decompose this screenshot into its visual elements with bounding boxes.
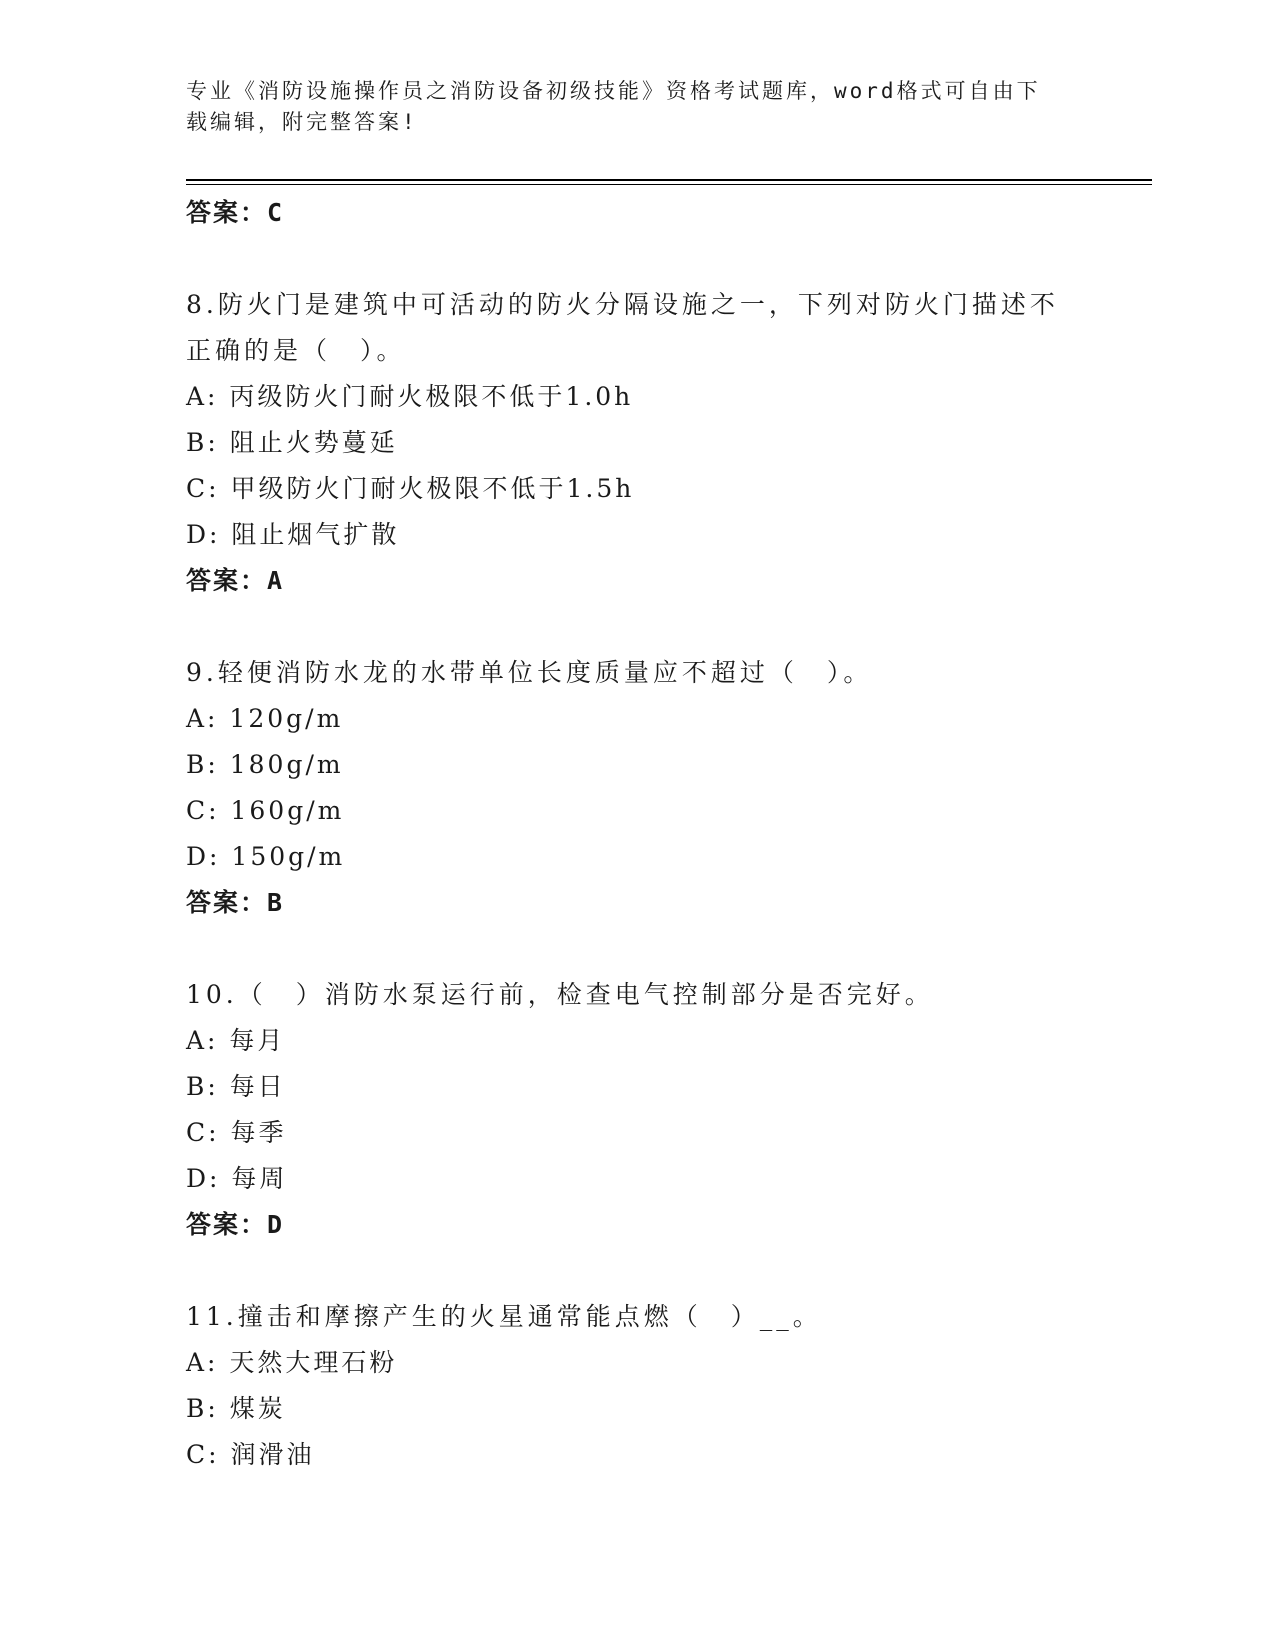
header-divider-thin bbox=[186, 184, 1152, 185]
block-gap bbox=[186, 604, 1116, 650]
option-item: C: 甲级防火门耐火极限不低于1.5h bbox=[186, 474, 635, 503]
question-text: 9.轻便消防水龙的水带单位长度质量应不超过（ ）。 bbox=[186, 658, 873, 687]
option-item: D: 阻止烟气扩散 bbox=[186, 520, 400, 549]
header-divider-thick bbox=[186, 179, 1152, 181]
option-item: D: 每周 bbox=[186, 1164, 288, 1193]
question-text: 10.（ ）消防水泵运行前，检查电气控制部分是否完好。 bbox=[186, 980, 934, 1009]
option-item: A: 120g/m bbox=[186, 704, 344, 733]
option-item: B: 每日 bbox=[186, 1072, 286, 1101]
document-header bbox=[186, 76, 1086, 138]
option-item: A: 每月 bbox=[186, 1026, 286, 1055]
header-line-1: 专业《消防设施操作员之消防设备初级技能》资格考试题库，word格式可自由下 bbox=[186, 79, 1041, 103]
option-item: B: 阻止火势蔓延 bbox=[186, 428, 398, 457]
option-item: A: 天然大理石粉 bbox=[186, 1348, 398, 1377]
option-item: B: 煤炭 bbox=[186, 1394, 286, 1423]
answer-line: 答案：A bbox=[186, 566, 285, 595]
block-gap bbox=[186, 236, 1116, 282]
answer-line: 答案：B bbox=[186, 888, 285, 917]
question-text: 8.防火门是建筑中可活动的防火分隔设施之一，下列对防火门描述不 bbox=[186, 290, 1059, 319]
option-item: C: 160g/m bbox=[186, 796, 345, 825]
header-line-2: 载编辑，附完整答案! bbox=[186, 110, 418, 134]
option-item: C: 每季 bbox=[186, 1118, 287, 1147]
answer-line: 答案：D bbox=[186, 1210, 285, 1239]
question-text: 正确的是（ ）。 bbox=[186, 336, 406, 365]
question-text: 11.撞击和摩擦产生的火星通常能点燃（ ）__。 bbox=[186, 1302, 822, 1331]
question-list bbox=[186, 190, 1116, 1478]
option-item: B: 180g/m bbox=[186, 750, 344, 779]
option-item: A: 丙级防火门耐火极限不低于1.0h bbox=[186, 382, 634, 411]
answer-line: 答案：C bbox=[186, 198, 285, 227]
block-gap bbox=[186, 926, 1116, 972]
option-item: D: 150g/m bbox=[186, 842, 346, 871]
block-gap bbox=[186, 1248, 1116, 1294]
option-item: C: 润滑油 bbox=[186, 1440, 315, 1469]
